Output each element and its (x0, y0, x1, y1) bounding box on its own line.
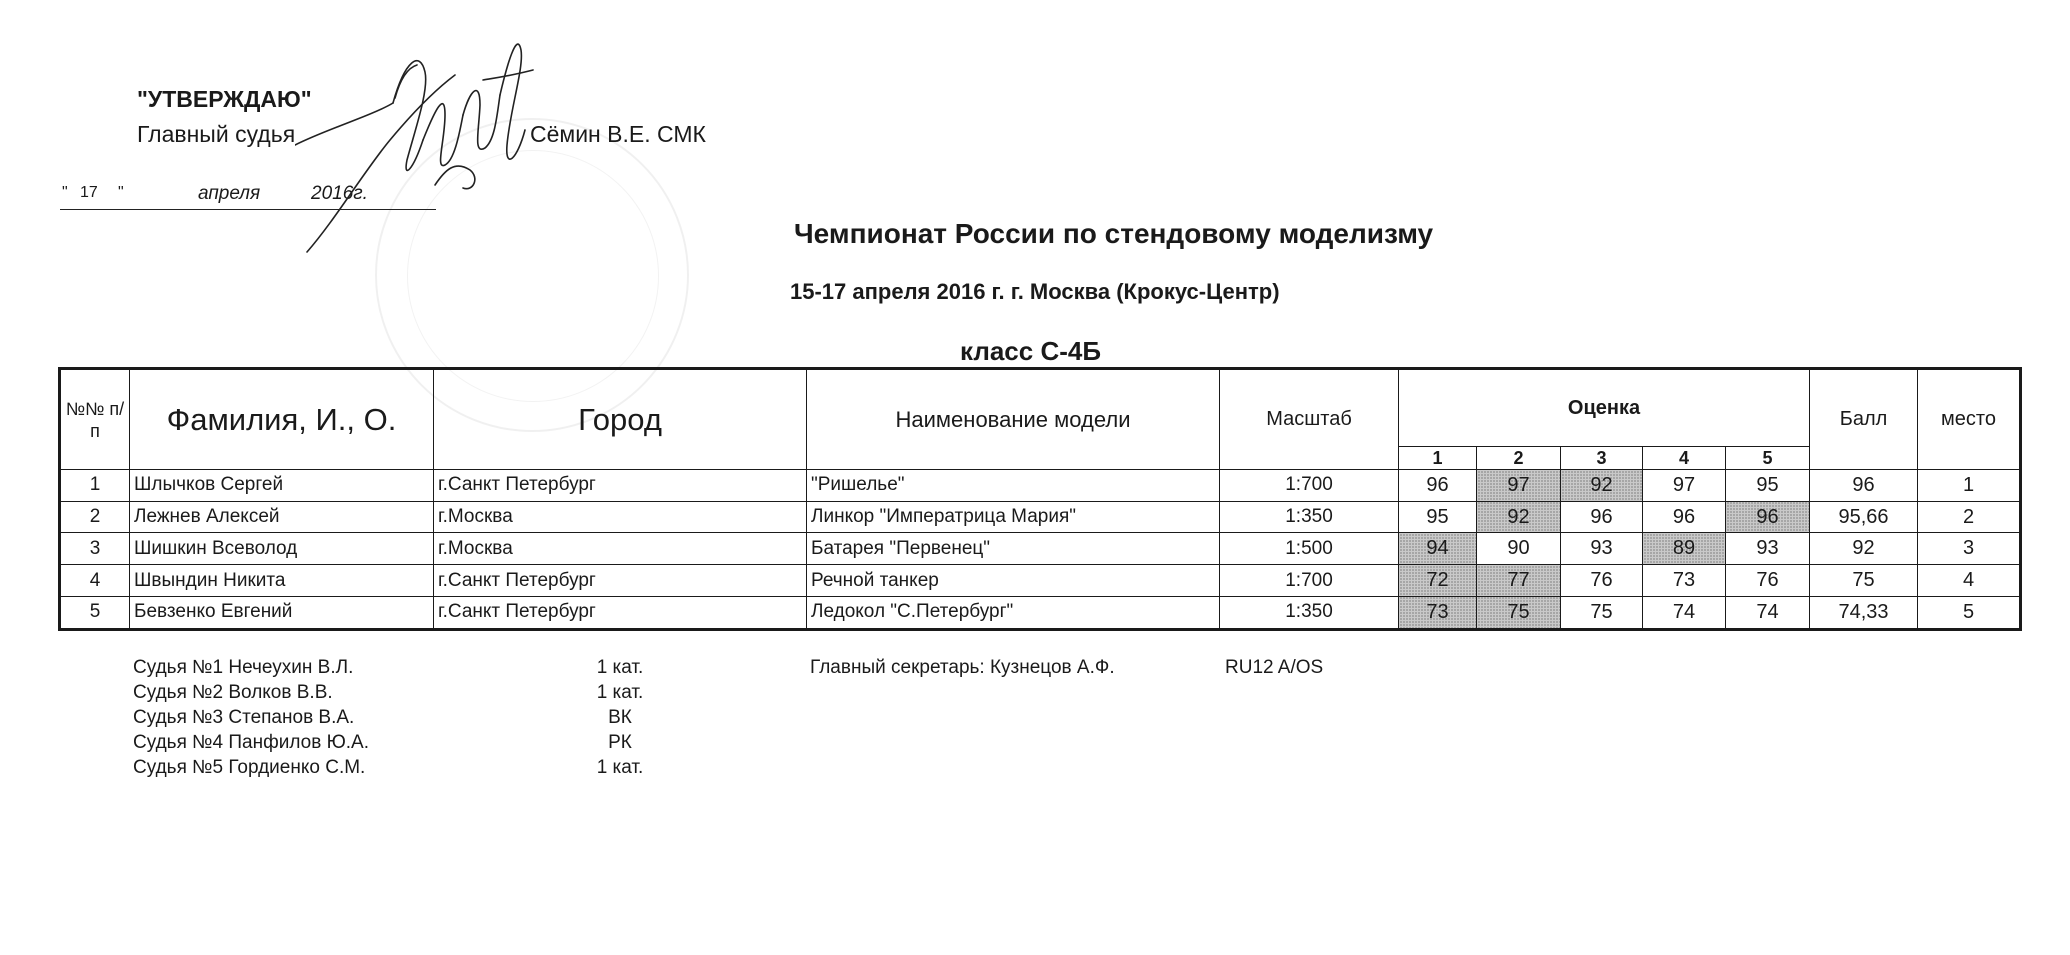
approval-name: Сёмин В.Е. СМК (530, 121, 706, 147)
col-header-num: №№ п/п (60, 369, 130, 470)
secretary-code: RU12 A/OS (1225, 657, 1324, 678)
class-title: класс С-4Б (960, 336, 1102, 366)
cell-city: г.Санкт Петербург (434, 470, 807, 502)
cell-model: Ледокол "С.Петербург" (807, 596, 1220, 629)
cell-score: 75 (1561, 596, 1643, 629)
cell-score: 94 (1399, 533, 1477, 565)
judge-name: Судья №3 Степанов В.А. (133, 707, 355, 728)
cell-score: 72 (1399, 565, 1477, 597)
table-row (60, 596, 2021, 629)
judge-col-1: 1 (1399, 447, 1477, 470)
cell-score: 92 (1477, 501, 1561, 533)
judge-category: ВК (608, 707, 632, 728)
cell-city: г.Санкт Петербург (434, 565, 807, 597)
cell-total: 75 (1810, 565, 1918, 597)
col-header-city: Город (434, 369, 807, 470)
cell-place: 2 (1918, 501, 2021, 533)
date-quote-open: " (62, 184, 68, 201)
judge-col-5: 5 (1726, 447, 1810, 470)
cell-score: 73 (1643, 565, 1726, 597)
date-month: апреля (198, 183, 261, 204)
date-day: 17 (80, 184, 98, 201)
col-header-model: Наименование модели (807, 369, 1220, 470)
table-row (60, 533, 2021, 565)
cell-score: 97 (1643, 470, 1726, 502)
judge-category: 1 кат. (596, 682, 644, 703)
cell-score: 74 (1643, 596, 1726, 629)
cell-score: 89 (1643, 533, 1726, 565)
judge-col-2: 2 (1477, 447, 1561, 470)
col-header-name: Фамилия, И., О. (130, 369, 434, 470)
cell-name: Лежнев Алексей (130, 501, 434, 533)
col-header-total: Балл (1810, 369, 1918, 470)
cell-num: 2 (60, 501, 130, 533)
cell-num: 3 (60, 533, 130, 565)
results-table (58, 367, 2022, 631)
cell-score: 76 (1726, 565, 1810, 597)
cell-scale: 1:350 (1220, 501, 1399, 533)
judge-name: Судья №4 Панфилов Ю.А. (133, 732, 369, 753)
judge-category: 1 кат. (596, 757, 644, 778)
cell-score: 74 (1726, 596, 1810, 629)
cell-place: 3 (1918, 533, 2021, 565)
cell-num: 1 (60, 470, 130, 502)
cell-place: 1 (1918, 470, 2021, 502)
cell-score: 93 (1726, 533, 1810, 565)
col-header-place: место (1918, 369, 2021, 470)
cell-score: 95 (1726, 470, 1810, 502)
cell-score: 96 (1643, 501, 1726, 533)
cell-score: 73 (1399, 596, 1477, 629)
cell-model: Линкор "Императрица Мария" (807, 501, 1220, 533)
cell-score: 76 (1561, 565, 1643, 597)
judge-category: РК (608, 732, 632, 753)
judge-name: Судья №1 Нечеухин В.Л. (133, 657, 354, 678)
cell-score: 90 (1477, 533, 1561, 565)
cell-model: "Ришелье" (807, 470, 1220, 502)
cell-total: 95,66 (1810, 501, 1918, 533)
table-row (60, 470, 2021, 502)
approval-title: "УТВЕРЖДАЮ" (137, 86, 312, 112)
cell-place: 5 (1918, 596, 2021, 629)
event-title: Чемпионат России по стендовому моделизму (794, 218, 1434, 249)
cell-scale: 1:350 (1220, 596, 1399, 629)
cell-score: 92 (1561, 470, 1643, 502)
cell-total: 74,33 (1810, 596, 1918, 629)
cell-score: 96 (1399, 470, 1477, 502)
cell-city: г.Москва (434, 533, 807, 565)
cell-scale: 1:500 (1220, 533, 1399, 565)
cell-score: 77 (1477, 565, 1561, 597)
cell-score: 96 (1561, 501, 1643, 533)
date-year: 2016г. (311, 183, 368, 204)
cell-num: 5 (60, 596, 130, 629)
cell-score: 75 (1477, 596, 1561, 629)
cell-total: 92 (1810, 533, 1918, 565)
cell-model: Речной танкер (807, 565, 1220, 597)
cell-place: 4 (1918, 565, 2021, 597)
table-row (60, 501, 2021, 533)
judge-name: Судья №5 Гордиенко С.М. (133, 757, 366, 778)
cell-score: 96 (1726, 501, 1810, 533)
cell-city: г.Москва (434, 501, 807, 533)
cell-num: 4 (60, 565, 130, 597)
cell-name: Шишкин Всеволод (130, 533, 434, 565)
judge-category: 1 кат. (596, 657, 644, 678)
cell-model: Батарея "Первенец" (807, 533, 1220, 565)
table-header-row (60, 369, 2021, 447)
date-quote-close: " (118, 184, 124, 201)
table-row (60, 565, 2021, 597)
cell-score: 93 (1561, 533, 1643, 565)
cell-total: 96 (1810, 470, 1918, 502)
cell-city: г.Санкт Петербург (434, 596, 807, 629)
col-header-score: Оценка (1399, 369, 1810, 447)
cell-score: 95 (1399, 501, 1477, 533)
event-subtitle: 15-17 апреля 2016 г. г. Москва (Крокус-Центр) (790, 279, 1280, 304)
cell-name: Шлычков Сергей (130, 470, 434, 502)
cell-scale: 1:700 (1220, 470, 1399, 502)
cell-name: Бевзенко Евгений (130, 596, 434, 629)
signature-image (295, 20, 565, 260)
approval-role: Главный судья (137, 121, 296, 147)
col-header-scale: Масштаб (1220, 369, 1399, 470)
chief-secretary: Главный секретарь: Кузнецов А.Ф. (810, 657, 1115, 678)
judge-col-4: 4 (1643, 447, 1726, 470)
cell-scale: 1:700 (1220, 565, 1399, 597)
judge-name: Судья №2 Волков В.В. (133, 682, 333, 703)
cell-name: Швындин Никита (130, 565, 434, 597)
cell-score: 97 (1477, 470, 1561, 502)
judge-col-3: 3 (1561, 447, 1643, 470)
